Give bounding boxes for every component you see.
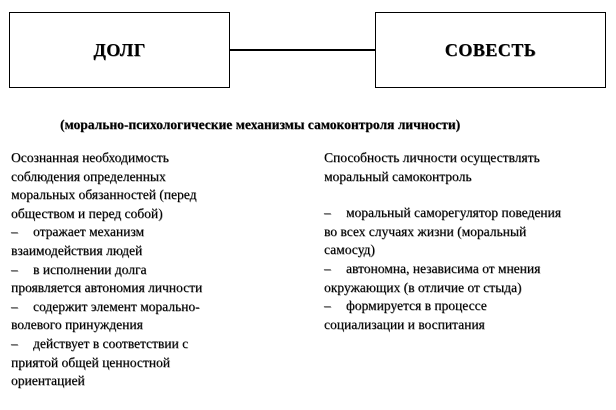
definition-line: Осознанная необходимость [11,150,169,165]
duty-description [11,149,301,391]
list-item [11,298,301,317]
list-item-text: формируется в процессе [346,298,487,314]
conscience-box [375,12,606,88]
list-item-text: волевого принуждения [11,317,143,333]
list-item-text: самосуд) [324,242,375,258]
list-item-text: социализации и воспитания [324,316,485,332]
diagram-subtitle: (морально-психологические механизмы самоконтроля личности) [60,117,461,132]
dash-marker: – [11,261,18,277]
list-item [324,297,614,316]
definition-line: моральных обязанностей (перед [11,187,197,203]
spacer [324,186,614,204]
dash-marker: – [324,260,331,276]
conscience-label: СОВЕСТЬ [444,39,537,60]
list-item [324,204,614,223]
duty-box [9,12,230,88]
dash-marker: – [11,224,18,240]
connector-line [230,49,375,51]
list-item [11,223,301,242]
list-item-text: моральный саморегулятор поведения [346,205,561,221]
conscience-description [324,149,614,334]
list-item-text: окружающих (в отличие от стыда) [324,279,522,295]
definition-line: Способность личности осуществлять [324,150,540,165]
list-item [324,260,614,279]
list-item-text: отражает механизм [33,224,145,240]
list-item-text: ориентацией [11,373,85,389]
dash-marker: – [11,335,18,351]
list-item-text: приятой общей ценностной [11,354,170,370]
duty-label: ДОЛГ [93,39,146,60]
list-item [11,261,301,280]
list-item-text: действует в соответствии с [33,335,189,351]
list-item-text: проявляется автономия личности [11,280,203,296]
definition-line: моральный самоконтроль [324,168,472,184]
list-item-text: содержит элемент морально- [33,298,200,314]
definition-line: обществом и перед собой) [11,205,163,221]
list-item-text: в исполнении долга [33,261,147,277]
list-item-text: во всех случаях жизни (моральный [324,223,527,239]
list-item-text: автономна, независима от мнения [346,260,541,276]
dash-marker: – [324,205,331,221]
list-item-text: взаимодействия людей [11,242,143,258]
dash-marker: – [324,298,331,314]
dash-marker: – [11,298,18,314]
definition-line: соблюдения определенных [11,168,166,184]
list-item [11,335,301,354]
